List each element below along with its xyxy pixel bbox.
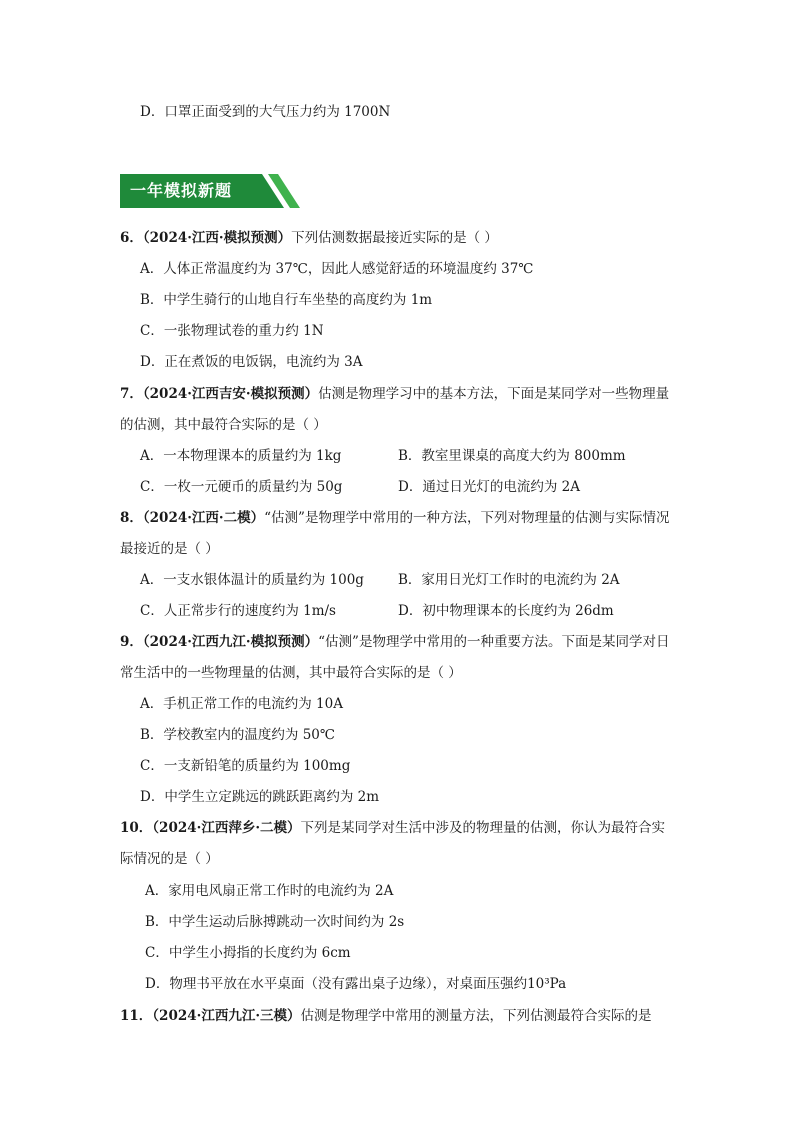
question-9-option-b: B．学校教室内的温度约为 50℃ xyxy=(140,727,335,743)
question-7-stem xyxy=(120,384,669,404)
question-9-option-d: D．中学生立定跳远的跳跃距离约为 2m xyxy=(140,789,380,805)
question-text: “估测”是物理学中常用的一种方法，下列对物理量的估测与实际情况 xyxy=(264,510,670,526)
question-6-stem xyxy=(120,228,498,248)
question-source: （2024·江西九江·模拟预测） xyxy=(142,634,319,650)
question-10-stem xyxy=(120,818,665,838)
question-10-option-d: D．物理书平放在水平桌面（没有露出桌子边缘），对桌面压强约10³Pa xyxy=(145,976,567,992)
question-6-option-c: C．一张物理试卷的重力约 1N xyxy=(140,323,324,339)
section-title: 一年模拟新题 xyxy=(130,181,233,200)
question-source: （2024·江西萍乡·二模） xyxy=(152,820,301,836)
question-8-option-d: D．初中物理课本的长度约为 26dm xyxy=(398,603,614,619)
question-10-option-a: A．家用电风扇正常工作时的电流约为 2A xyxy=(145,883,394,899)
question-9-option-a: A．手机正常工作的电流约为 10A xyxy=(140,696,343,712)
question-source: （2024·江西九江·三模） xyxy=(152,1008,301,1024)
section-banner xyxy=(120,174,300,208)
question-7-option-c: C．一枚一元硬币的质量约为 50g xyxy=(140,479,343,495)
question-9-option-c: C．一支新铅笔的质量约为 100mg xyxy=(140,758,351,774)
question-text: 下列估测数据最接近实际的是（ ） xyxy=(291,230,498,246)
question-number: 11． xyxy=(120,1008,153,1024)
question-source: （2024·江西·二模） xyxy=(142,510,265,526)
question-9-stem xyxy=(120,632,669,652)
question-8-option-a: A．一支水银体温计的质量约为 100g xyxy=(140,572,364,588)
question-6-option-d: D．正在煮饭的电饭锅，电流约为 3A xyxy=(140,354,363,370)
question-6-option-a: A．人体正常温度约为 37℃，因此人感觉舒适的环境温度约 37℃ xyxy=(140,261,534,277)
question-text: 估测是物理学习中的基本方法，下面是某同学对一些物理量 xyxy=(318,386,670,402)
question-number: 9． xyxy=(120,634,143,650)
question-source: （2024·江西吉安·模拟预测） xyxy=(142,386,319,402)
question-8-option-b: B．家用日光灯工作时的电流约为 2A xyxy=(398,572,620,588)
question-7-stem-cont: 的估测，其中最符合实际的是（ ） xyxy=(120,417,327,433)
question-7-option-b: B．教室里课桌的高度大约为 800mm xyxy=(398,448,626,464)
question-8-stem-cont: 最接近的是（ ） xyxy=(120,541,219,557)
question-10-option-c: C．中学生小拇指的长度约为 6cm xyxy=(145,945,351,961)
question-9-stem-cont: 常生活中的一些物理量的估测，其中最符合实际的是（ ） xyxy=(120,665,462,681)
question-6-option-b: B．中学生骑行的山地自行车坐垫的高度约为 1m xyxy=(140,292,433,308)
question-number: 6． xyxy=(120,230,143,246)
question-8-stem xyxy=(120,508,669,528)
question-number: 10． xyxy=(120,820,153,836)
question-10-option-b: B．中学生运动后脉搏跳动一次时间约为 2s xyxy=(145,914,405,930)
question-8-option-c: C．人正常步行的速度约为 1m/s xyxy=(140,603,336,619)
question-number: 8． xyxy=(120,510,143,526)
question-text: “估测”是物理学中常用的一种重要方法。下面是某同学对日 xyxy=(318,634,670,650)
prev-question-option-d: D．口罩正面受到的大气压力约为 1700N xyxy=(140,104,391,120)
question-11-stem xyxy=(120,1006,652,1026)
question-number: 7． xyxy=(120,386,143,402)
question-10-stem-cont: 际情况的是（ ） xyxy=(120,851,219,867)
question-text: 估测是物理学中常用的测量方法，下列估测最符合实际的是 xyxy=(300,1008,652,1024)
question-7-option-a: A．一本物理课本的质量约为 1kg xyxy=(140,448,342,464)
question-7-option-d: D．通过日光灯的电流约为 2A xyxy=(398,479,580,495)
question-source: （2024·江西·模拟预测） xyxy=(142,230,292,246)
question-text: 下列是某同学对生活中涉及的物理量的估测，你认为最符合实 xyxy=(300,820,666,836)
